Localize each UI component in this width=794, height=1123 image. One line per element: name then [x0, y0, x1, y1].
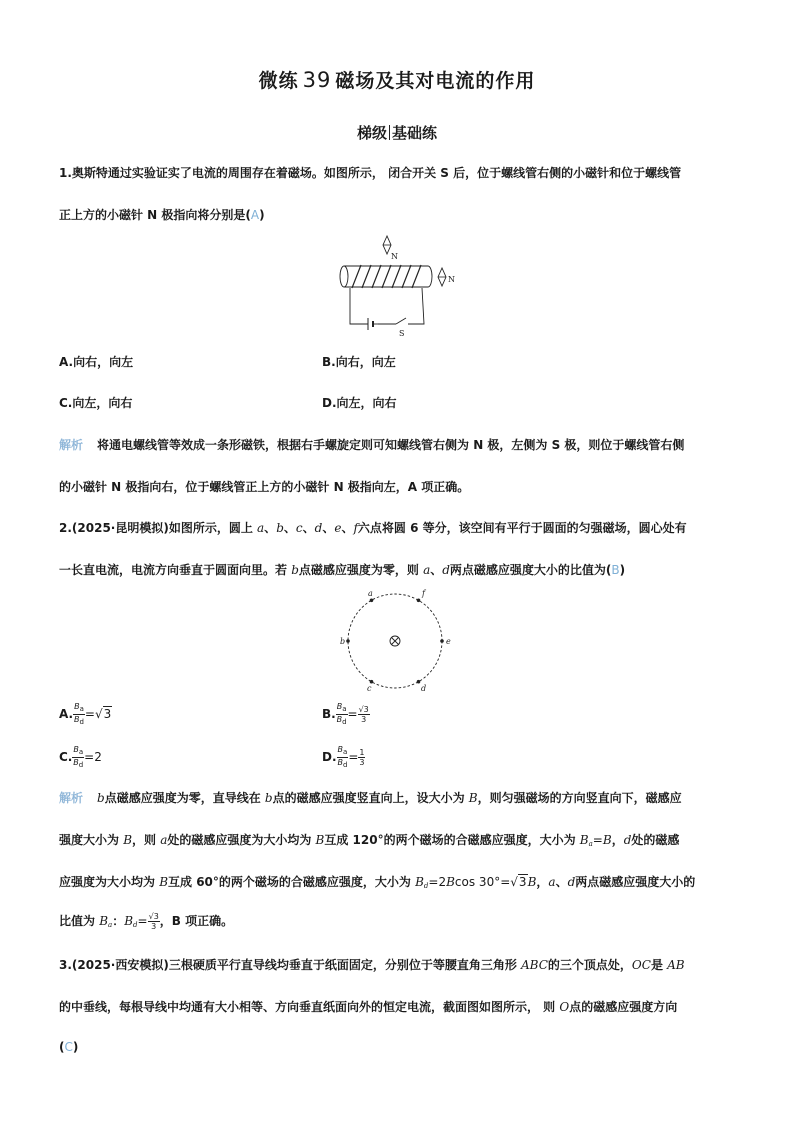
- q2-stem-line2: 一长直电流，电流方向垂直于圆面向里。若 b点磁感应强度为零，则 a、d两点磁感应强度大小的比值为(B): [59, 563, 626, 577]
- label-f: f: [422, 589, 425, 598]
- frac-num-sub: a: [79, 705, 84, 713]
- text: ，B 项正确。: [159, 914, 234, 928]
- option-prefix: C.: [59, 750, 73, 764]
- q2-analysis-line4: [59, 912, 233, 931]
- text: 比值为: [59, 914, 100, 928]
- value-den: 3: [151, 922, 157, 931]
- var: a: [548, 875, 556, 889]
- text: 点的磁感应强度竖直向上，设大小为: [272, 791, 469, 805]
- q1-analysis-line2: 的小磁针 N 极指向右，位于螺线管正上方的小磁针 N 极指向左，A 项正确。: [59, 480, 470, 494]
- label-n-top: N: [391, 252, 398, 261]
- var-b: b: [276, 521, 284, 535]
- subscript: a: [108, 921, 113, 929]
- text: ，则匀强磁场的方向竖直向下，磁感应: [477, 791, 682, 805]
- q1-stem-text: 正上方的小磁针 N 极指向将分别是(: [59, 208, 251, 222]
- frac-num: B: [74, 702, 80, 711]
- value-num: √3: [148, 912, 159, 921]
- var: B: [527, 875, 537, 889]
- text: 的三个顶点处，: [547, 958, 632, 972]
- sqrt-sign: √: [94, 707, 103, 721]
- var: B: [602, 833, 612, 847]
- var: B: [124, 914, 134, 928]
- var-d: d: [314, 521, 323, 535]
- point-d: [417, 680, 421, 684]
- value-den: 3: [359, 758, 365, 767]
- var-d: d: [442, 563, 450, 577]
- value-num: 1: [359, 748, 365, 757]
- circuit-wire: [350, 288, 424, 324]
- frac-den: B: [73, 758, 79, 767]
- frac-num-sub: a: [342, 705, 347, 713]
- var: OC: [631, 958, 651, 972]
- label-d: d: [421, 684, 427, 693]
- var: B: [99, 914, 109, 928]
- point-f: [417, 599, 421, 603]
- q3-stem-line3: [59, 1040, 78, 1054]
- text: 处的磁感应强度为大小均为: [167, 833, 316, 847]
- fraction-ba-bd: [72, 745, 84, 770]
- fraction-ba-bd: [73, 702, 85, 727]
- switch-symbol: [396, 318, 406, 324]
- title-prefix: 微练: [258, 70, 299, 92]
- q2-option-c: [59, 745, 102, 770]
- q2-stem-text5: 两点磁感应强度大小的比值为(: [449, 563, 612, 577]
- label-n-right: N: [448, 275, 455, 284]
- section-name: 基础练: [392, 124, 438, 142]
- q1-option-a: A.向右，向左: [59, 355, 134, 369]
- text: =: [592, 833, 603, 847]
- text: =2: [428, 875, 447, 889]
- point-c: [370, 680, 374, 684]
- q2-stem-text4: 点磁感应强度为零，则: [298, 563, 424, 577]
- frac-num: B: [73, 745, 79, 754]
- fraction-value: [148, 912, 160, 931]
- frac-den-sub: d: [342, 761, 348, 769]
- solenoid-coils: [352, 265, 421, 288]
- q1-option-b: B.向右，向左: [322, 355, 396, 369]
- point-b: [346, 639, 350, 643]
- section-title: [0, 122, 794, 143]
- equals: =: [348, 750, 359, 764]
- point-e: [440, 639, 444, 643]
- text: 是: [650, 958, 668, 972]
- q2-stem-text2: 六点将圆 6 等分，该空间有平行于圆面的匀强磁场，圆心处有: [357, 521, 687, 535]
- value-den: 3: [361, 715, 367, 724]
- text: 的中垂线，每根导线中均通有大小相等、方向垂直纸面向外的恒定电流，截面图如图所示， 则: [59, 1000, 560, 1014]
- var-b: b: [291, 563, 299, 577]
- section-level: 梯级: [356, 124, 387, 142]
- frac-num: B: [336, 702, 343, 711]
- q2-analysis-line2: [59, 831, 679, 848]
- option-prefix: B.: [322, 707, 336, 721]
- text: 点的磁感应强度方向: [569, 1000, 678, 1014]
- var-a: a: [423, 563, 431, 577]
- var: B: [415, 875, 424, 889]
- q2-answer: B: [611, 563, 620, 577]
- var: B: [123, 833, 133, 847]
- equals: =: [84, 707, 95, 721]
- point-a: [370, 599, 374, 603]
- analysis-label: 解析: [59, 438, 84, 452]
- var: B: [315, 833, 325, 847]
- text: 处的磁感: [631, 833, 680, 847]
- subscript: a: [588, 840, 593, 848]
- radicand: 3: [518, 875, 527, 889]
- compass-needle-top: [383, 236, 391, 254]
- q3-stem-line2: [59, 998, 677, 1015]
- label-s: S: [399, 329, 405, 338]
- var-c: c: [295, 521, 303, 535]
- q2-analysis-line1: [59, 789, 682, 806]
- fraction-value: [358, 705, 370, 724]
- q2-analysis-line3: [59, 873, 695, 890]
- text: =: [137, 914, 148, 928]
- var: a: [160, 833, 168, 847]
- section-divider: [389, 125, 390, 140]
- sqrt-3: [510, 875, 527, 889]
- equals: =: [347, 707, 358, 721]
- option-prefix: D.: [322, 750, 337, 764]
- q2-option-b: [322, 702, 370, 727]
- var: b: [264, 791, 273, 805]
- frac-den: B: [74, 715, 80, 724]
- sqrt-sign: √: [510, 875, 518, 889]
- var: O: [559, 1000, 570, 1014]
- frac-den-sub: d: [342, 718, 347, 726]
- q2-paren: ): [619, 563, 626, 577]
- paren: ): [72, 1040, 79, 1054]
- fraction-ba-bd: [336, 702, 348, 727]
- q3-stem-line1: [59, 956, 685, 973]
- text: 互成 120°的两个磁场的合磁感应强度，大小为: [324, 833, 580, 847]
- q1-stem-line1: 1.奥斯特通过实验证实了电流的周围存在着磁场。如图所示， 闭合开关 S 后，位于螺线管右侧的小磁针和位于螺线管: [59, 166, 682, 180]
- q2-stem-text3: 一长直电流，电流方向垂直于圆面向里。若: [59, 563, 292, 577]
- q1-answer: A: [250, 208, 260, 222]
- text: 强度大小为: [59, 833, 124, 847]
- text: ：: [112, 914, 125, 928]
- var-f: f: [353, 521, 358, 535]
- compass-needle-right: [438, 268, 446, 286]
- text: ，: [536, 875, 549, 889]
- option-prefix: A.: [59, 707, 74, 721]
- frac-den-sub: d: [78, 761, 84, 769]
- sqrt-3: [95, 707, 112, 721]
- equals-value: =2: [84, 750, 102, 764]
- text: 应强度为大小均为: [59, 875, 160, 889]
- q1-analysis-text1: 将通电螺线管等效成一条形磁铁，根据右手螺旋定则可知螺线管右侧为 N 极，左侧为 S 极，则位于螺线管右侧: [97, 438, 685, 452]
- radicand: 3: [103, 707, 112, 721]
- fraction-value: [358, 748, 365, 767]
- label-e: e: [446, 637, 451, 646]
- q1-paren: ): [259, 208, 265, 222]
- label-a: a: [368, 589, 373, 598]
- var: B: [579, 833, 589, 847]
- title-number: 39: [302, 68, 332, 92]
- var-a: a: [257, 521, 265, 535]
- q3-answer: C: [64, 1040, 73, 1054]
- subscript: d: [133, 921, 138, 929]
- fraction-ba-bd: [337, 745, 349, 770]
- var: b: [97, 791, 105, 805]
- title-text: 磁场及其对电流的作用: [335, 70, 536, 92]
- text: 两点磁感应强度大小的: [575, 875, 696, 889]
- var: B: [159, 875, 169, 889]
- var: ABC: [521, 958, 548, 972]
- text: 互成 60°的两个磁场的合磁感应强度，大小为: [168, 875, 416, 889]
- q1-option-d: D.向左，向右: [322, 396, 397, 410]
- frac-den: B: [336, 715, 343, 724]
- var: AB: [667, 958, 685, 972]
- circle-figure: [336, 586, 462, 694]
- frac-num: B: [337, 745, 344, 754]
- solenoid-figure: [330, 232, 470, 340]
- text: 3.(2025·西安模拟)三根硬质平行直导线均垂直于纸面固定，分别位于等腰直角三角形: [59, 958, 522, 972]
- var: d: [623, 833, 632, 847]
- q2-option-d: [322, 745, 365, 770]
- q1-analysis-line1: [59, 436, 684, 453]
- q2-stem-line1: 2.(2025·昆明模拟)如图所示，圆上 a、b、c、d、e、f六点将圆 6 等分，该空间有平行于圆面的匀强磁场，圆心处有: [59, 521, 687, 535]
- value-num: √3: [358, 705, 369, 714]
- q2-option-a: [59, 702, 112, 727]
- battery-symbol: [368, 318, 378, 330]
- text: ，: [611, 833, 624, 847]
- paren: (: [59, 1040, 65, 1054]
- q1-stem-line2: [59, 206, 265, 223]
- text: ，则: [132, 833, 161, 847]
- analysis-label: 解析: [59, 791, 84, 805]
- label-b: b: [340, 637, 346, 646]
- subscript: d: [423, 882, 429, 890]
- var: B: [468, 791, 478, 805]
- page-title: [0, 66, 794, 93]
- var: d: [567, 875, 576, 889]
- frac-den: B: [337, 758, 343, 767]
- q1-option-c: C.向左，向右: [59, 396, 133, 410]
- text: 点磁感应强度为零，直导线在: [104, 791, 265, 805]
- var-e: e: [334, 521, 342, 535]
- text: cos 30°=: [454, 875, 511, 889]
- text: 、: [555, 875, 568, 889]
- var: B: [446, 875, 455, 889]
- frac-num-sub: a: [78, 748, 84, 756]
- current-into-page-symbol: [390, 636, 400, 646]
- label-c: c: [367, 684, 372, 693]
- frac-num-sub: a: [343, 748, 348, 756]
- frac-den-sub: d: [79, 718, 84, 726]
- q2-stem-text: 2.(2025·昆明模拟)如图所示，圆上: [59, 521, 258, 535]
